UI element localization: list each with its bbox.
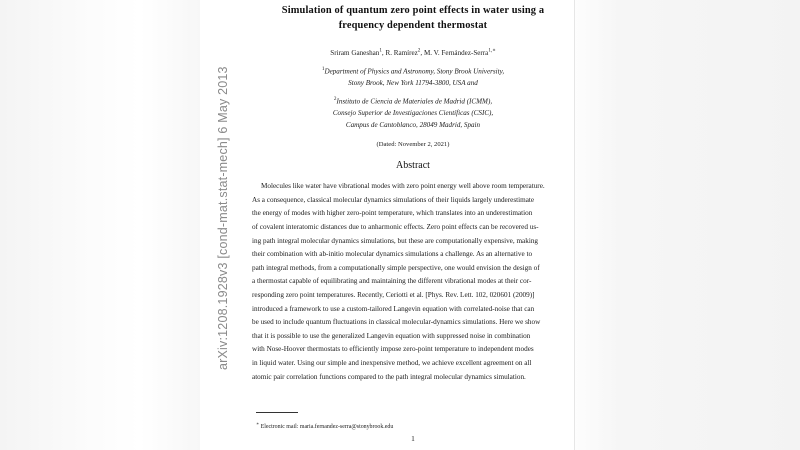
title-line-1: Simulation of quantum zero point effects in water using a	[281, 5, 545, 16]
abstract-heading: Abstract	[396, 160, 430, 172]
arxiv-identifier-stamp: arXiv:1208.1928v3 [cond-mat.stat-mech] 6 May 2013	[216, 66, 230, 370]
affiliation-2-mark: 2	[333, 96, 337, 103]
author-list	[252, 45, 574, 58]
footnote-electronic-mail	[256, 419, 393, 432]
page-edge-line	[574, 0, 575, 450]
abstract-line: the energy of modes with higher zero-point temperature, which translates into an underestimation	[252, 209, 533, 218]
page-number: 1	[411, 434, 415, 443]
abstract-body	[252, 180, 574, 384]
right-page-gutter	[575, 0, 800, 450]
affiliation-2	[252, 94, 574, 131]
abstract-line: path integral methods, from a computationally simple perspective, one would envision the design of	[252, 263, 540, 272]
abstract-line: in liquid water. Using our simple and inexpensive method, we achieve excellent agreement on all	[252, 358, 532, 367]
abstract-line: responding zero point temperatures. Recently, Ceriotti et al. [Phys. Rev. Lett. 102, 020601 (2009)]	[252, 290, 535, 299]
abstract-line: of covalent interatomic distances due to anharmonic effects. Zero point effects can be recovered us-	[252, 223, 539, 232]
title-line-2: frequency dependent thermostat	[338, 19, 488, 31]
abstract-line: atomic pair correlation functions compared to the path integral molecular dynamics simulation.	[252, 372, 526, 381]
author-fernandez-serra: M. V. Fernández-Serra$^{1,∗}$	[423, 47, 496, 57]
footnote-text: Electronic mail: maria.fernandez-serra@stonybrook.edu	[260, 423, 394, 430]
abstract-line: ing path integral molecular dynamics simulations, but these are computationally expensive, making	[252, 236, 539, 245]
affiliation-1-line-1: Department of Physics and Astronomy, Stony Brook University,	[324, 66, 505, 75]
dated-line: (Dated: November 2, 2021)	[376, 141, 450, 149]
affiliation-1	[252, 64, 574, 90]
page-title	[258, 4, 568, 33]
abstract-line: introduced a framework to use a custom-tailored Langevin equation with correlated-noise that can	[252, 304, 535, 313]
abstract-line: that it is possible to use the generalized Langevin equation with suppressed noise in combination	[252, 331, 531, 340]
affiliation-2-line-3: Campus de Cantoblanco, 28049 Madrid, Spain	[345, 120, 481, 129]
author-mark-2: 2	[417, 47, 421, 54]
abstract-line: Molecules like water have vibrational modes with zero point energy well above room temperature.	[261, 182, 545, 191]
footnote-separator-rule	[256, 412, 298, 413]
author-ramirez: R. Ramírez$^2$,	[385, 47, 423, 57]
abstract-line: As a consequence, classical molecular dynamics simulations of their liquids largely underestimate	[252, 195, 535, 204]
abstract-line: a thermostat capable of equilibrating and maintaining the different vibrational modes at their cor-	[252, 277, 532, 286]
author-mark-3: 1,∗	[488, 47, 496, 54]
left-page-gutter	[0, 0, 200, 450]
affiliation-1-line-2: Stony Brook, New York 11794-3800, USA and	[348, 78, 478, 87]
footnote-mark: ∗	[256, 421, 260, 426]
author-ganeshan: Sriram Ganeshan$^1$,	[330, 47, 384, 57]
author-mark-1: 1	[379, 47, 382, 54]
affiliation-2-line-1: Instituto de Ciencia de Materiales de Madrid (ICMM),	[336, 97, 493, 106]
abstract-line: their combination with ab-initio molecular dynamics simulations a challenge. As an alternative to	[252, 250, 533, 259]
abstract-line: with Nose-Hoover thermostats to efficiently impose zero-point temperature to independent modes	[252, 345, 534, 354]
abstract-line: be used to include quantum fluctuations in classical molecular-dynamics simulations. Here we show	[252, 318, 541, 327]
affiliation-1-mark: 1	[321, 65, 325, 72]
paper-content-column	[252, 0, 574, 450]
affiliation-2-line-2: Consejo Superior de Investigaciones Científicas (CSIC),	[332, 109, 494, 118]
